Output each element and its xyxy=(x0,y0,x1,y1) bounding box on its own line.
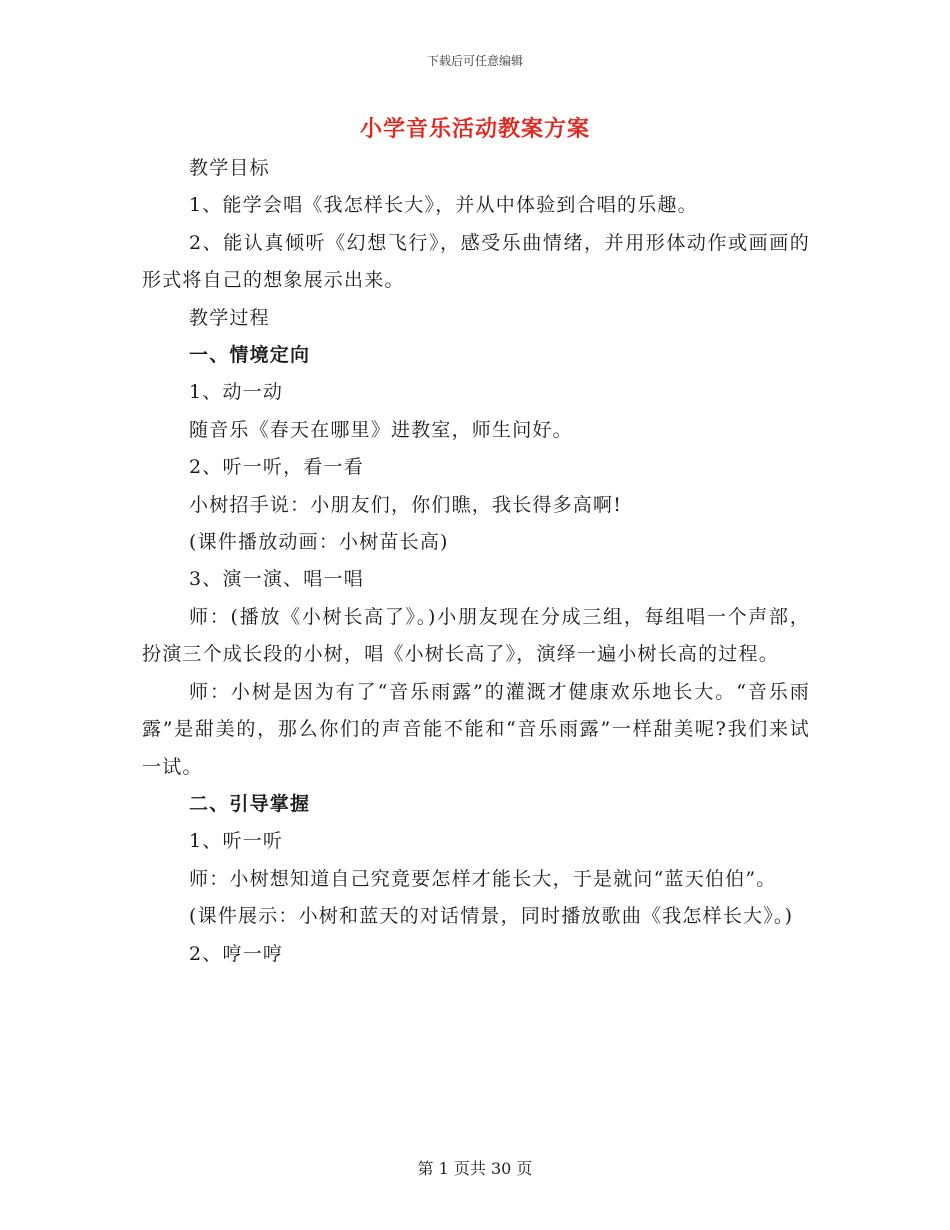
paragraph-step-2: 2、听一听，看一看 xyxy=(189,456,364,479)
paragraph-step-1: 1、动一动 xyxy=(189,381,284,404)
paragraph-teaching-goals-heading: 教学目标 xyxy=(189,157,270,179)
paragraph-step-3-desc: 师：(播放《小树长高了》。)小朋友现在分成三组，每组唱一个声部，扮演三个成长段的小树，唱《小树长高了》，演绎一遍小树长高的过程。 xyxy=(142,605,810,666)
paragraph-goal-2: 2、能认真倾听《幻想飞行》，感受乐曲情绪，并用形体动作或画画的形式将自己的想象展示出来。 xyxy=(142,231,810,292)
section-heading-2: 二、引导掌握 xyxy=(189,792,311,815)
document-title: 小学音乐活动教案方案 xyxy=(359,116,590,142)
paragraph-listen-note: (课件展示：小树和蓝天的对话情景，同时播放歌曲《我怎样长大》。) xyxy=(189,905,794,928)
page-footer-number: 第 1 页共 30 页 xyxy=(417,1159,533,1178)
section-heading-1: 一、情境定向 xyxy=(189,344,311,367)
page-header-note: 下载后可任意编辑 xyxy=(426,54,523,68)
paragraph-teaching-process-heading: 教学过程 xyxy=(189,306,270,329)
paragraph-step-3-teacher: 师：小树是因为有了“音乐雨露”的灌溉才健康欢乐地长大。“音乐雨露”是甜美的，那么你们的声音能不能和“音乐雨露”一样甜美呢?我们来试一试。 xyxy=(142,680,810,778)
paragraph-step-3: 3、演一演、唱一唱 xyxy=(189,568,364,591)
paragraph-step-2-desc: 小树招手说：小朋友们，你们瞧，我长得多高啊! xyxy=(189,493,623,516)
paragraph-listen: 1、听一听 xyxy=(189,830,284,853)
paragraph-hum: 2、哼一哼 xyxy=(189,942,284,965)
paragraph-listen-teacher: 师：小树想知道自己究竟要怎样才能长大，于是就问“蓝天伯伯”。 xyxy=(189,867,777,890)
paragraph-goal-1: 1、能学会唱《我怎样长大》，并从中体验到合唱的乐趣。 xyxy=(189,194,698,217)
paragraph-step-1-desc: 随音乐《春天在哪里》进教室，师生问好。 xyxy=(189,418,573,441)
document-body xyxy=(142,150,810,973)
paragraph-step-2-note: (课件播放动画：小树苗长高) xyxy=(189,531,449,554)
